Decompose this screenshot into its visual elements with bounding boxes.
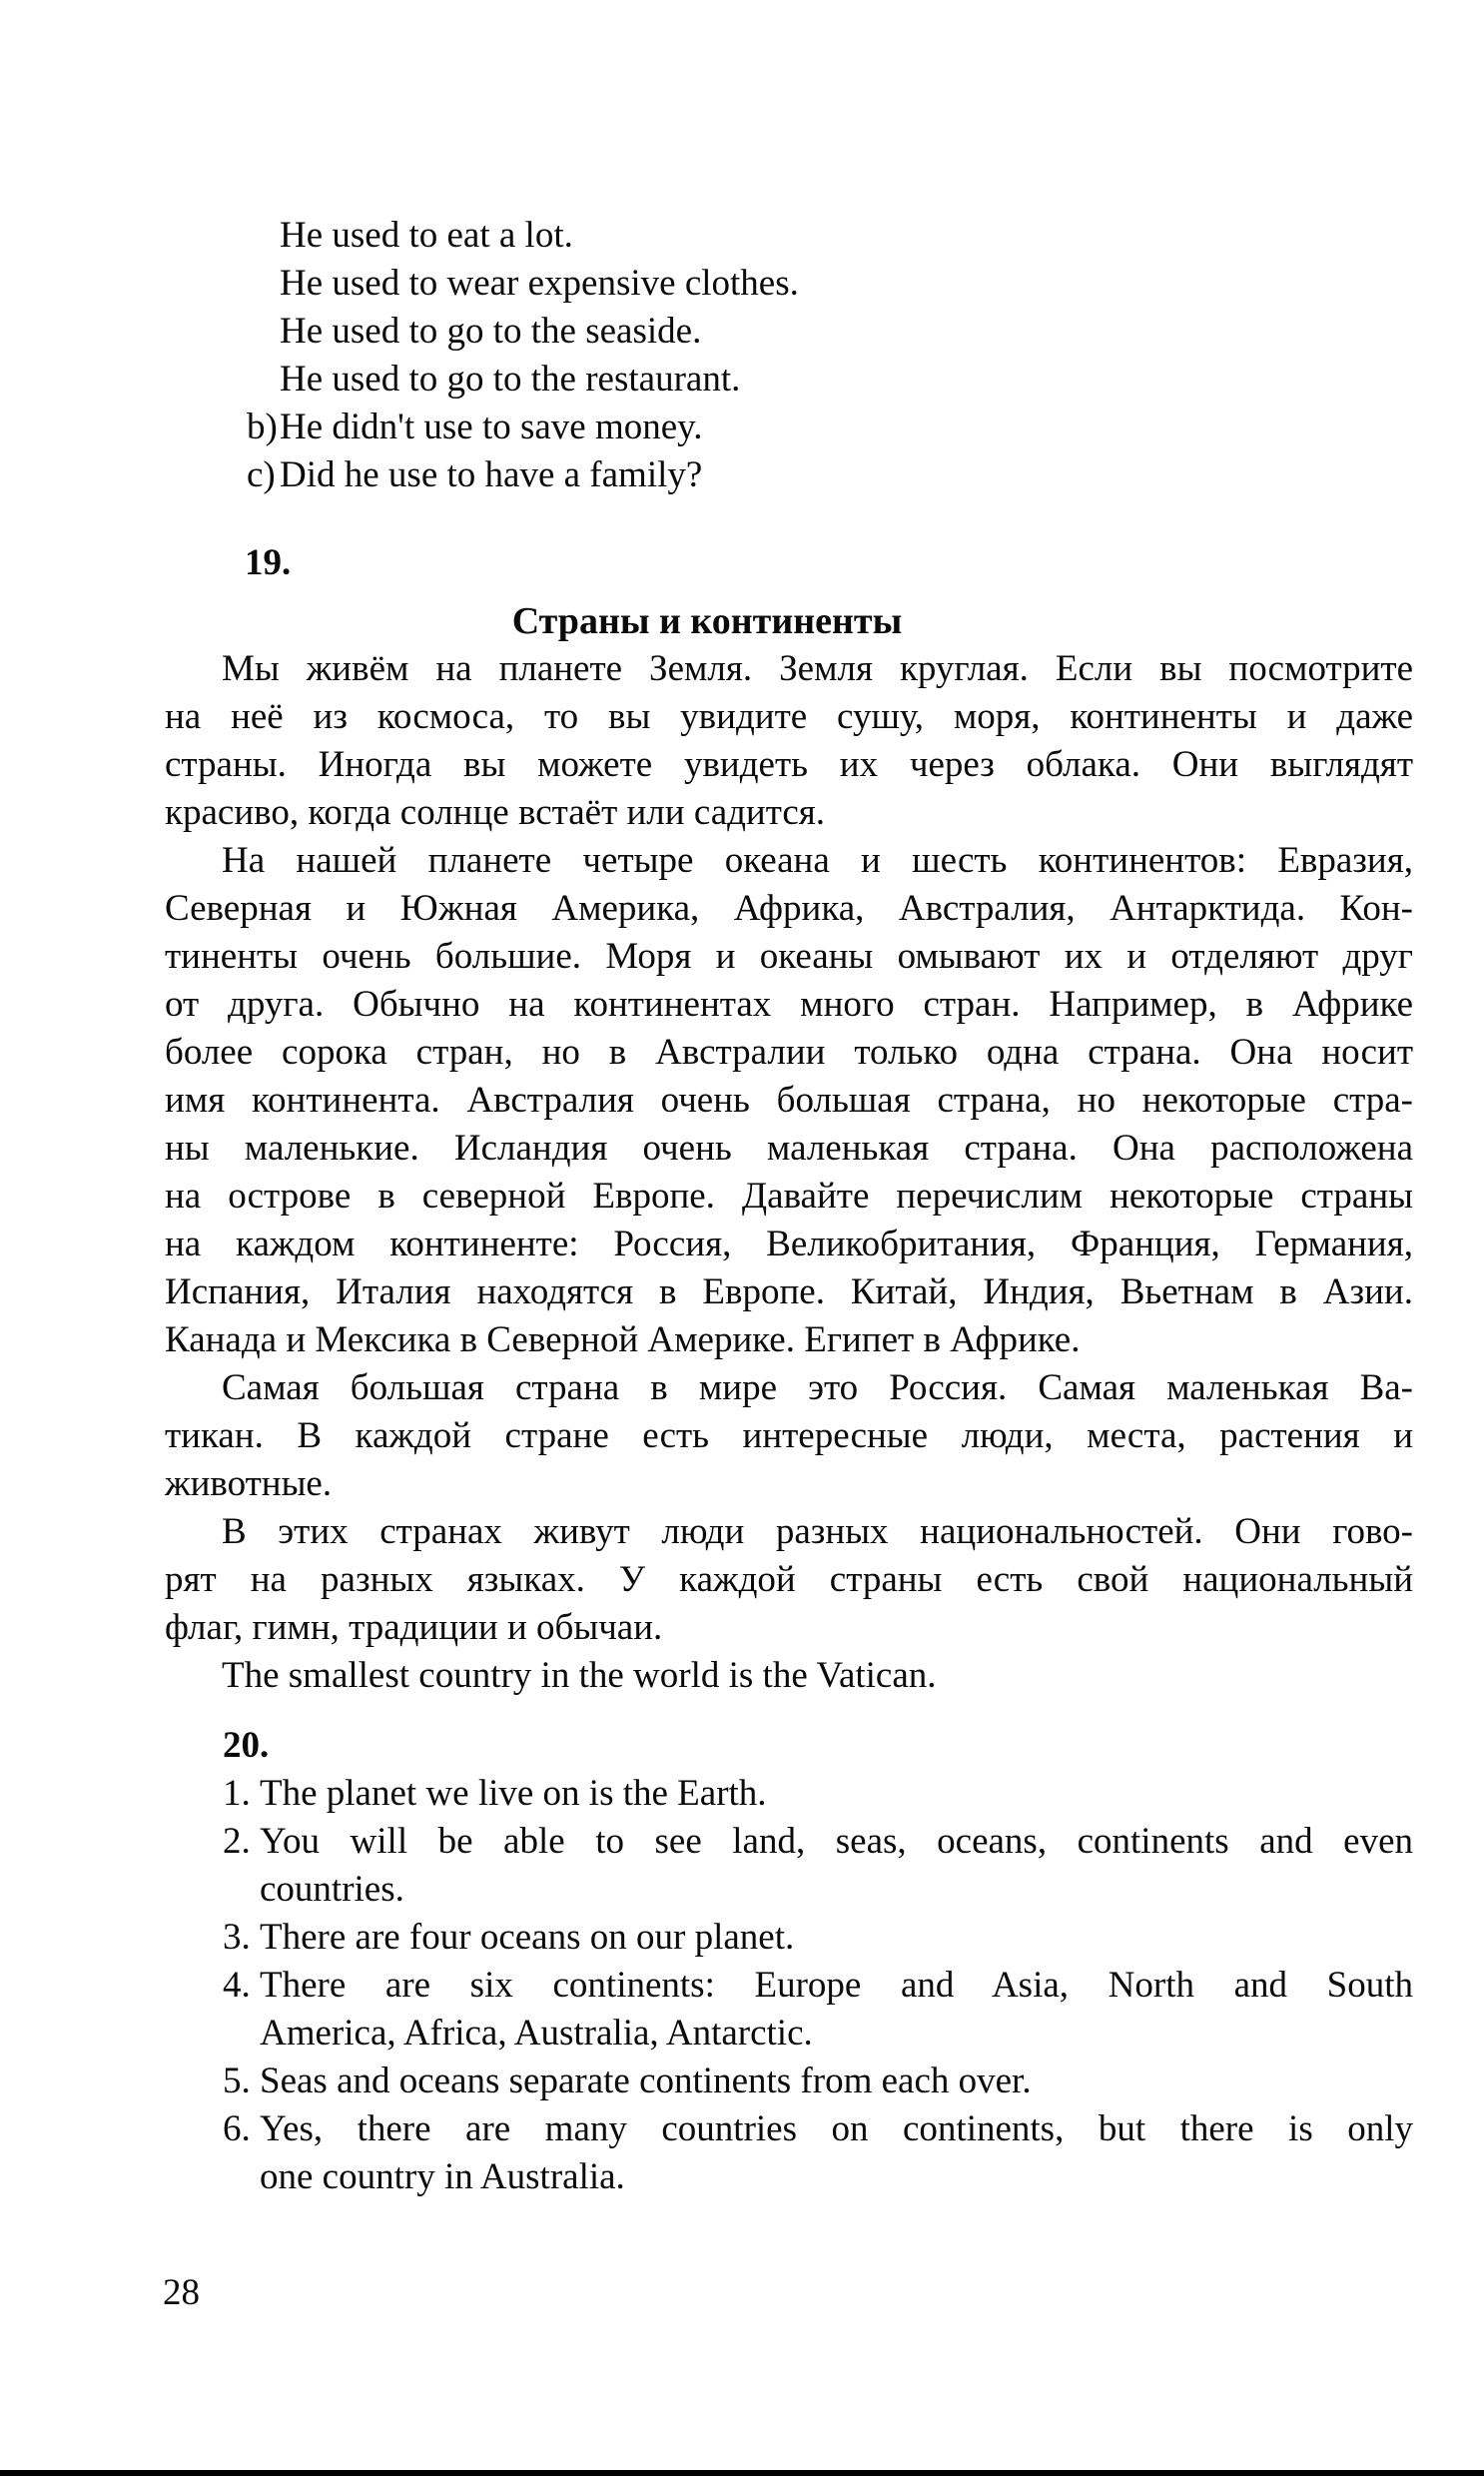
paragraph-line: тиненты очень большие. Моря и океаны омывают их и отделяют друг [165,936,1413,977]
paragraph-line: Мы живём на планете Земля. Земля круглая. Если вы посмотрите [222,648,1413,689]
list-item-line: one country in Australia. [260,2156,625,2197]
exercise-sentence: He used to go to the seaside. [280,311,702,352]
paragraph-line: более сорока стран, но в Австралии только одна страна. Она носит [165,1032,1413,1073]
story-title: Страны и континенты [511,600,903,642]
page-content [165,212,1413,2201]
list-item-line: Seas and oceans separate continents from each over. [260,2061,1032,2101]
paragraph-line: Северная и Южная Америка, Африка, Австралия, Антарктида. Кон- [165,888,1413,929]
paragraph-line: на неё из космоса, то вы увидите сушу, моря, континенты и даже [165,696,1413,737]
story-paragraph-2 [165,837,1413,1364]
list-item-text [260,1914,1413,1962]
paragraph-line: Канада и Мексика в Северной Америке. Египет в Африке. [165,1319,1081,1360]
paragraph-line: ны маленькие. Исландия очень маленькая страна. Она расположена [165,1128,1413,1169]
exercise-sentence: He used to wear expensive clothes. [280,263,799,304]
paragraph-line: На нашей планете четыре океана и шесть континентов: Евразия, [222,840,1413,881]
item-label: b) [247,407,278,447]
exercise-sentence: He used to go to the restaurant. [280,359,741,400]
paragraph-line: тикан. В каждой стране есть интересные люди, места, растения и [165,1415,1413,1456]
paragraph-line: от друга. Обычно на континентах много стран. Например, в Африке [165,984,1413,1025]
paragraph-line: Испания, Италия находятся в Европе. Китай, Индия, Вьетнам в Азии. [165,1271,1413,1312]
list-item-line: countries. [260,1869,404,1910]
page-number: 28 [163,2272,200,2313]
item-label: c) [247,454,276,495]
paragraph-line: флаг, гимн, традиции и обычаи. [165,1607,663,1648]
list-item-number: 6. [223,2108,251,2149]
list-item [223,2105,1413,2201]
paragraph-line: имя континента. Австралия очень большая страна, но некоторые стра- [165,1080,1413,1121]
paragraph-line: страны. Иногда вы можете увидеть их через облака. Они выглядят [165,744,1413,785]
list-item-text [260,1962,1413,2058]
list-item-line: America, Africa, Australia, Antarctic. [260,2013,813,2054]
exercise-item-b [247,404,1413,451]
paragraph-line: Самая большая страна в мире это Россия. Самая маленькая Ва- [222,1367,1413,1408]
paragraph-line: животные. [165,1463,333,1504]
list-item-text [260,1818,1413,1914]
answers-list [165,1770,1413,2201]
exercise-item-c [247,451,1413,499]
list-item-number: 1. [223,1773,251,1814]
list-item-line: You will be able to see land, seas, oceans, continents and even [260,1821,1413,1862]
scan-bottom-edge [0,2470,1484,2476]
paragraph-line: В этих странах живут люди разных национальностей. Они гово- [222,1511,1413,1552]
list-item-text [260,1770,1413,1818]
list-item-line: The planet we live on is the Earth. [260,1773,767,1814]
list-item-number: 5. [223,2061,251,2101]
story-paragraph-1 [165,645,1413,837]
list-item-line: There are six continents: Europe and Asia, North and South [260,1965,1413,2006]
paragraph-line: рят на разных языках. У каждой страны есть свой национальный [165,1559,1413,1600]
list-item-number: 2. [223,1821,251,1862]
exercise-sentence: Did he use to have a family? [280,454,703,495]
list-item-number: 4. [223,1965,251,2006]
paragraph-line: на острове в северной Европе. Давайте перечислим некоторые страны [165,1176,1413,1217]
paragraph-line: на каждом континенте: Россия, Великобритания, Франция, Германия, [165,1224,1413,1264]
exercise-sentence: He didn't use to save money. [280,407,703,447]
list-item-text [260,2058,1413,2105]
list-item [223,1914,1413,1962]
exercise-number-19: 19. [245,542,292,583]
list-item [223,2058,1413,2105]
story-paragraph-4 [165,1508,1413,1652]
list-item [223,1818,1413,1914]
list-item-line: There are four oceans on our planet. [260,1917,795,1958]
exercise-number-20: 20. [223,1725,270,1766]
list-item-line: Yes, there are many countries on continents, but there is only [260,2108,1413,2149]
list-item-number: 3. [223,1917,251,1958]
paragraph-line: красиво, когда солнце встаёт или садится. [165,792,826,833]
story-paragraph-3 [165,1364,1413,1508]
exercise-sentence: He used to eat a lot. [280,215,573,256]
list-item-text [260,2105,1413,2201]
english-sentence: The smallest country in the world is the Vatican. [222,1655,937,1696]
list-item [223,1770,1413,1818]
list-item [223,1962,1413,2058]
